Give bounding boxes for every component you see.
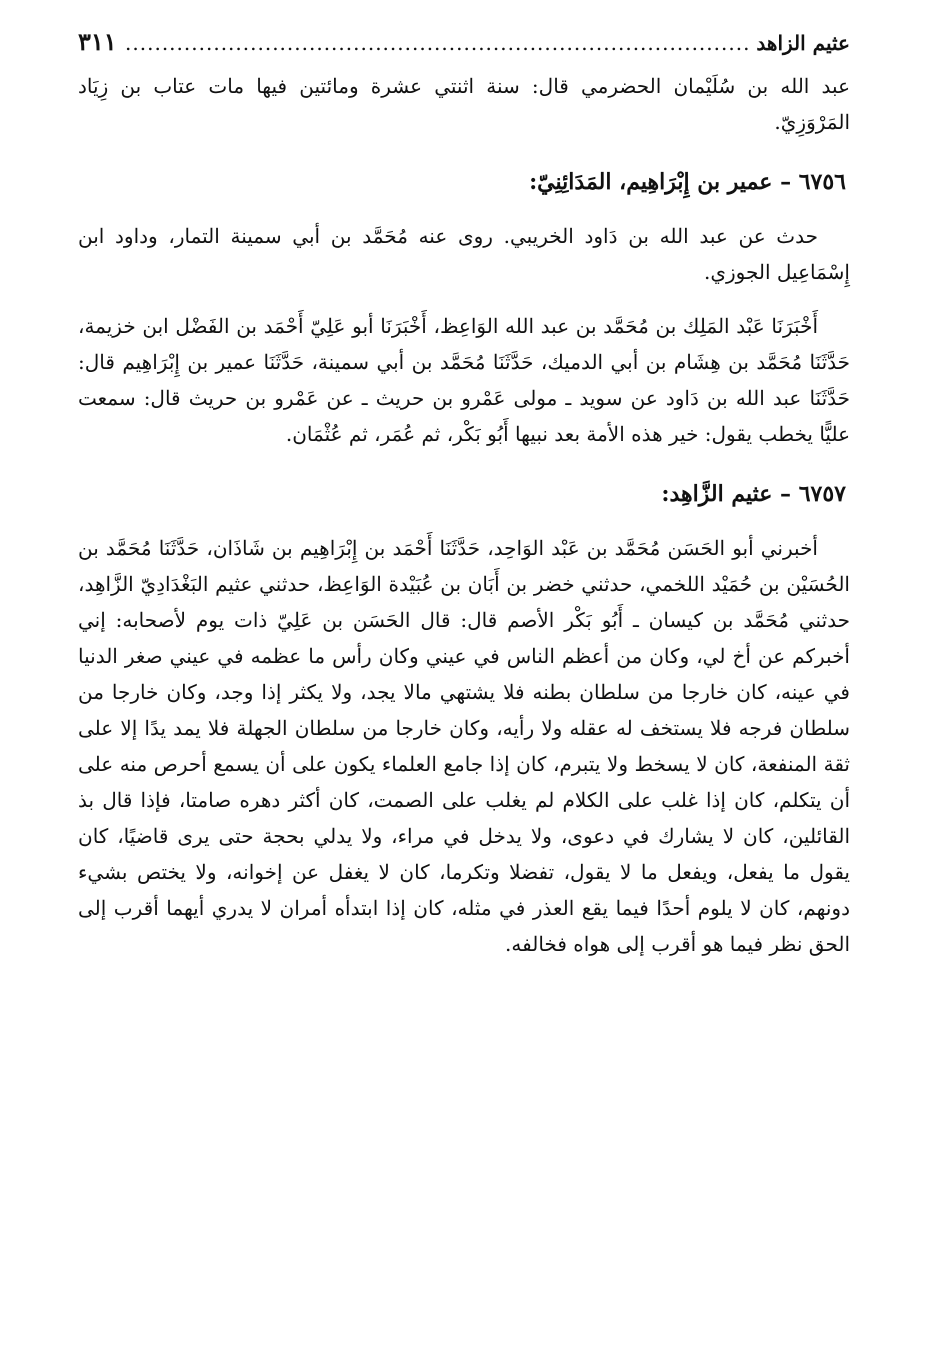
continued-paragraph: عبد الله بن سُلَيْمان الحضرمي قال: سنة اثنتي عشرة ومائتين فيها مات عتاب بن زِيَاد المَرْوَزِيّ. — [78, 74, 850, 134]
entry-heading-6756: ٦٧٥٦ – عمير بن إِبْرَاهِيم، المَدَائِنِيّ: — [529, 169, 846, 195]
entry-6756-paragraph-1: حدث عن عبد الله بن دَاود الخريبي. روى عنه مُحَمَّد بن أبي سمينة التمار، وداود ابن إِسْمَاعِيل الجوزي. — [78, 224, 850, 284]
page-number: ٣١١ — [78, 27, 117, 56]
running-header — [78, 22, 850, 62]
entry-6756-paragraph-2: أَخْبَرَنَا عَبْد المَلِك بن مُحَمَّد بن عبد الله الوَاعِظ، أَخْبَرَنَا أبو عَلِيّ أَحْمَد بن الفَضْل ابن خزيمة، حَدَّثَنَا مُحَمَّد بن هِشَام بن أبي الدميك، حَدَّثَنَا مُحَمَّد بن أبي سمينة، حَدَّثَنَا عمير بن إِبْرَاهِيم قال: حَدَّثَنَا عبد الله بن دَاود عن سويد ـ مولى عَمْرو بن حريث ـ عن عَمْرو بن حريث قال: سمعت عليًّا يخطب يقول: خير هذه الأمة بعد نبيها أَبُو بَكْر، ثم عُمَر، ثم عُثْمَان. — [78, 314, 850, 446]
entry-heading-6757: ٦٧٥٧ – عثيم الزَّاهِد: — [661, 481, 846, 507]
book-page — [78, 22, 850, 962]
entry-6757-paragraph-1: أخبرني أبو الحَسَن مُحَمَّد بن عَبْد الوَاحِد، حَدَّثَنَا أَحْمَد بن إِبْرَاهِيم بن شَاذَان، حَدَّثَنَا مُحَمَّد بن الحُسَيْن بن حُمَيْد اللخمي، حدثني خضر بن أَبَان بن عُبَيْدة الوَاعِظ، حدثني عثيم البَغْدَادِيّ الزَّاهِد، حدثني مُحَمَّد بن كيسان ـ أَبُو بَكْر الأصم قال: قال الحَسَن بن عَلِيّ ذات يوم لأصحابه: إني أخبركم عن أخ لي، وكان من أعظم الناس في عيني وكان رأس ما عظمه في عيني صغر الدنيا في عينه، كان خارجا من سلطان بطنه فلا يشتهي مالا يجد، ولا يكثر إذا وجد، وكان خارجا من سلطان فرجه فلا يستخف له عقله ولا رأيه، وكان خارجا من سلطان الجهلة فلا يمد يدًا إلا على ثقة المنفعة، كان لا يسخط ولا يتبرم، كان إذا جامع العلماء يكون على أن يسمع أحرص منه على أن يتكلم، كان إذا غلب على الكلام لم يغلب على الصمت، كان أكثر دهره صامتا، فإذا قال بذ القائلين، كان لا يشارك في دعوى، ولا يدخل في مراء، ولا يدلي بحجة حتى يرى قاضيًا، كان يقول ما يفعل، ويفعل ما لا يقول، تفضلا وتكرما، كان لا يغفل عن إخوانه، ولا يختص بشيء دونهم، كان لا يلوم أحدًا فيما يقع العذر في مثله، كان إذا ابتدأه أمران لا يدري أيهما أقرب إلى الحق نظر فيما هو أقرب إلى هواه فخالفه. — [78, 536, 851, 956]
header-title: عثيم الزاهد — [756, 31, 850, 55]
header-dot-leader — [123, 23, 751, 63]
